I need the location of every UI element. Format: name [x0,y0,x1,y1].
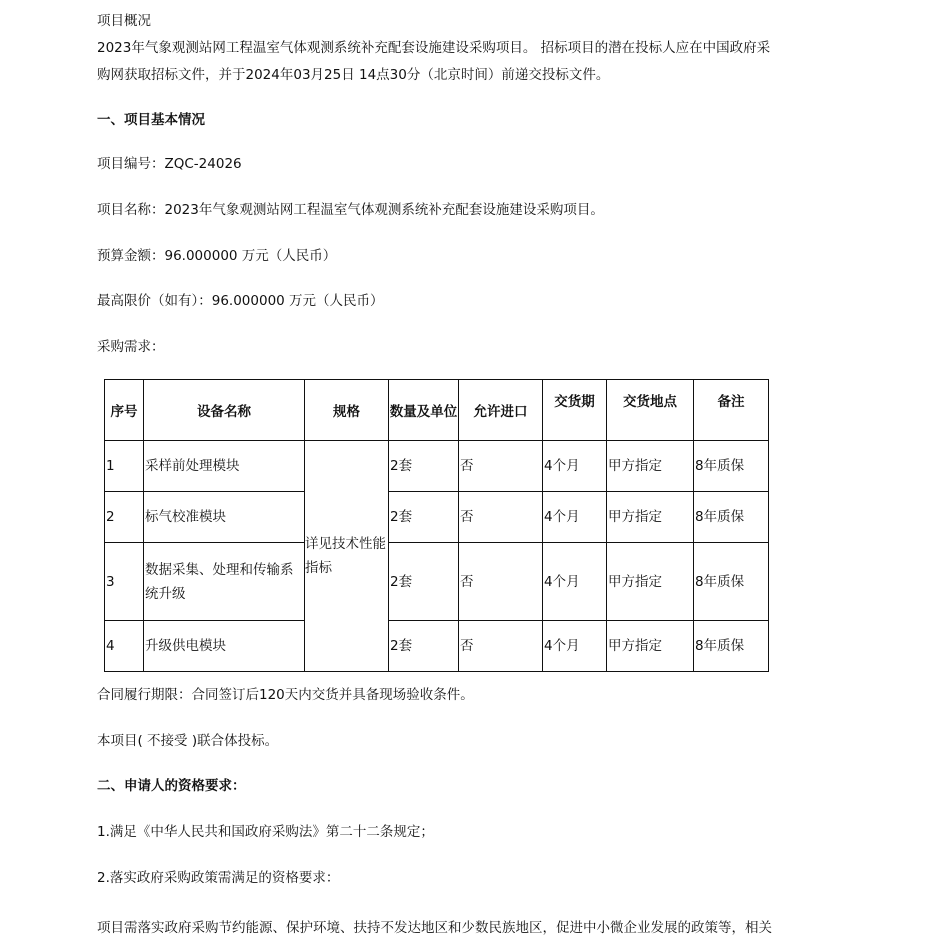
cell-delivery-place: 甲方指定 [607,492,694,543]
cell-delivery-time: 4个月 [543,441,607,492]
cell-no: 4 [105,621,144,672]
cell-import-allowed: 否 [459,441,543,492]
cell-remark: 8年质保 [694,492,769,543]
cell-remark: 8年质保 [694,543,769,621]
table-row [105,492,769,543]
cell-quantity: 2套 [389,492,459,543]
requirements-label: 采购需求： [97,339,165,355]
cell-device-name: 升级供电模块 [144,621,305,672]
table-row [105,441,769,492]
contract-period: 合同履行期限：合同签订后120天内交货并具备现场验收条件。 [97,687,474,703]
cell-no: 2 [105,492,144,543]
budget-amount: 预算金额：96.000000 万元（人民币） [97,248,337,264]
overview-text-line-1: 2023年气象观测站网工程温室气体观测系统补充配套设施建设采购项目。 招标项目的潜在投标人应在中国政府采 [97,40,771,56]
header-device-name: 设备名称 [144,380,305,441]
cell-import-allowed: 否 [459,621,543,672]
cell-quantity: 2套 [389,441,459,492]
cell-remark: 8年质保 [694,621,769,672]
header-spec: 规格 [305,380,389,441]
device-name-line-2: 统升级 [145,585,186,602]
cell-import-allowed: 否 [459,543,543,621]
cell-delivery-time: 4个月 [543,492,607,543]
cell-no: 3 [105,543,144,621]
cell-delivery-time: 4个月 [543,621,607,672]
cell-device-name: 采样前处理模块 [144,441,305,492]
project-number: 项目编号：ZQC-24026 [97,156,242,172]
overview-heading: 项目概况 [97,13,151,29]
cell-delivery-place: 甲方指定 [607,441,694,492]
procurement-requirements-table [104,379,769,672]
header-delivery-time: 交货期 [543,380,607,441]
qualification-policy-text: 项目需落实政府采购节约能源、保护环境、扶持不发达地区和少数民族地区，促进中小微企业发展的政策等，相关 [97,920,772,936]
cell-device-name [144,543,305,621]
project-name: 项目名称：2023年气象观测站网工程温室气体观测系统补充配套设施建设采购项目。 [97,202,604,218]
device-name-line-1: 数据采集、处理和传输系 [145,561,294,578]
cell-import-allowed: 否 [459,492,543,543]
header-import-allowed: 允许进口 [459,380,543,441]
header-no: 序号 [105,380,144,441]
consortium-statement: 本项目( 不接受 )联合体投标。 [97,733,279,749]
header-delivery-place: 交货地点 [607,380,694,441]
project-overview [97,8,787,89]
qualification-requirement-1: 1.满足《中华人民共和国政府采购法》第二十二条规定； [97,824,434,840]
cell-quantity: 2套 [389,621,459,672]
header-quantity: 数量及单位 [389,380,459,441]
cell-delivery-place: 甲方指定 [607,543,694,621]
cell-device-name: 标气校准模块 [144,492,305,543]
cell-delivery-time: 4个月 [543,543,607,621]
table-row [105,543,769,621]
overview-text-line-2: 购网获取招标文件，并于2024年03月25日 14点30分（北京时间）前递交投标文件。 [97,67,610,83]
section-2-title: 二、申请人的资格要求： [97,778,246,794]
cell-no: 1 [105,441,144,492]
header-remark: 备注 [694,380,769,441]
spec-text-line-1: 详见技术性能 [305,536,386,552]
cell-quantity: 2套 [389,543,459,621]
table-row [105,621,769,672]
cell-spec [305,441,389,672]
max-price: 最高限价（如有）：96.000000 万元（人民币） [97,293,384,309]
cell-remark: 8年质保 [694,441,769,492]
qualification-requirement-2: 2.落实政府采购政策需满足的资格要求： [97,870,340,886]
cell-delivery-place: 甲方指定 [607,621,694,672]
spec-text-line-2: 指标 [305,560,332,576]
section-1-title: 一、项目基本情况 [97,112,205,128]
table-header-row [105,380,769,441]
